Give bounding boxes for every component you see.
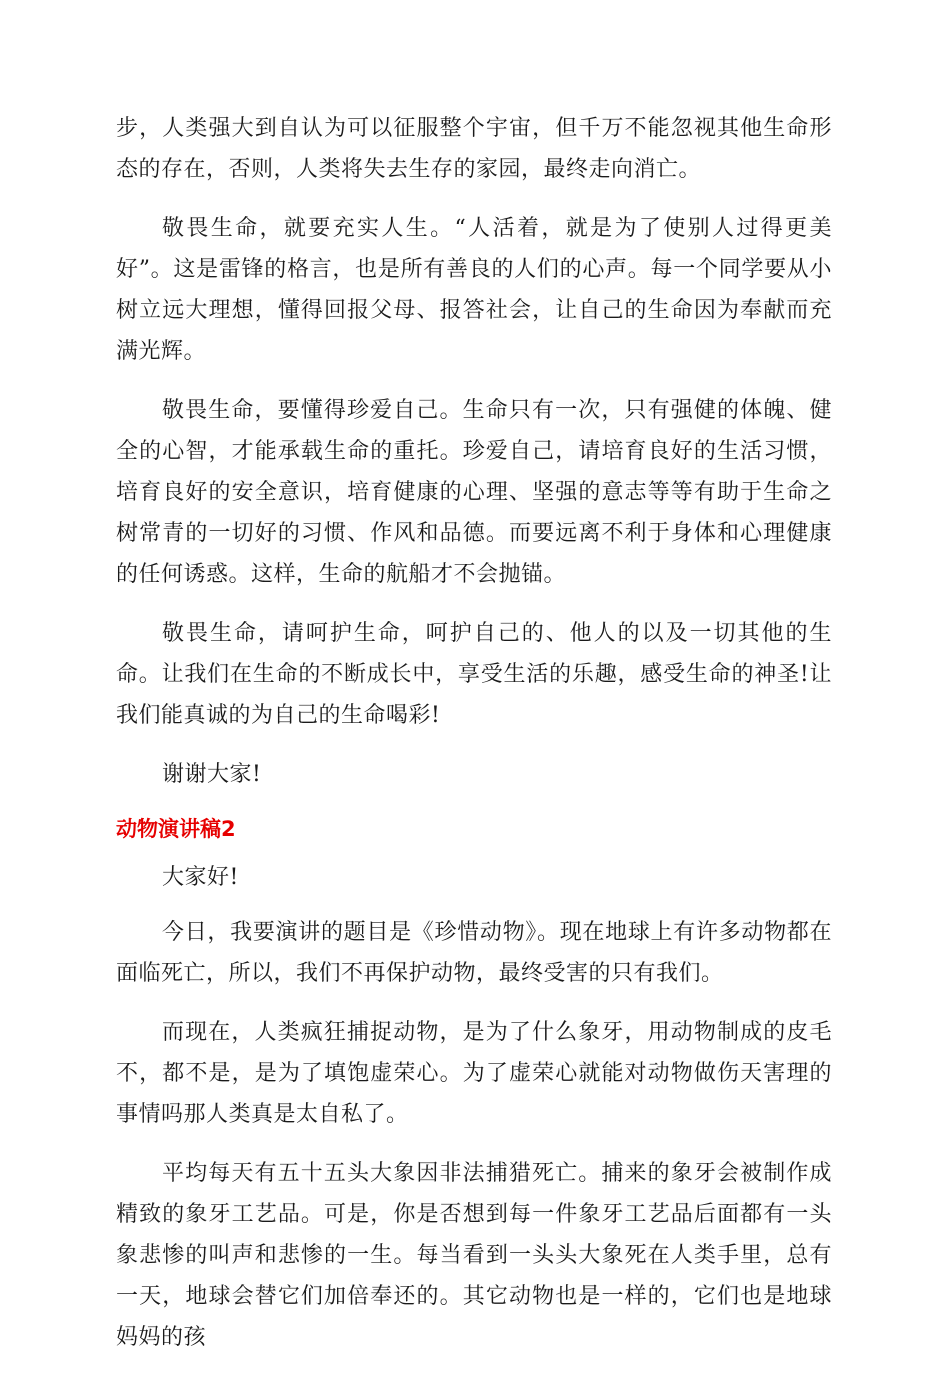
paragraph-continuation: 步，人类强大到自认为可以征服整个宇宙，但千万不能忽视其他生命形态的存在，否则，人类将失去生存的家园，最终走向消亡。 bbox=[116, 116, 832, 182]
paragraph-enrich-life: 敬畏生命，就要充实人生。“人活着，就是为了使别人过得更美好”。这是雷锋的格言，也是所有善良的人们的心声。每一个同学要从小树立远大理想，懂得回报父母、报答社会，让自己的生命因为奉献而充满光辉。 bbox=[116, 216, 832, 364]
paragraph-vanity: 而现在，人类疯狂捕捉动物，是为了什么象牙，用动物制成的皮毛不，都不是，是为了填饱虚荣心。为了虚荣心就能对动物做伤天害理的事情吗那人类真是太自私了。 bbox=[116, 1020, 832, 1127]
paragraph-greeting: 大家好! bbox=[162, 865, 239, 890]
document-body bbox=[116, 108, 832, 1376]
section-heading: 动物演讲稿2 bbox=[116, 817, 236, 841]
paragraph-thanks: 谢谢大家! bbox=[162, 762, 262, 787]
paragraph-topic: 今日，我要演讲的题目是《珍惜动物》。现在地球上有许多动物都在面临死亡，所以，我们不再保护动物，最终受害的只有我们。 bbox=[116, 920, 832, 986]
paragraph-elephants: 平均每天有五十五头大象因非法捕猎死亡。捕来的象牙会被制作成精致的象牙工艺品。可是，你是否想到每一件象牙工艺品后面都有一头象悲惨的叫声和悲惨的一生。每当看到一头头大象死在人类手里，总有一天，地球会替它们加倍奉还的。其它动物也是一样的，它们也是地球妈妈的孩 bbox=[116, 1161, 832, 1350]
paragraph-protect-life: 敬畏生命，请呵护生命，呵护自己的、他人的以及一切其他的生命。让我们在生命的不断成长中，享受生活的乐趣，感受生命的神圣!让我们能真诚的为自己的生命喝彩! bbox=[116, 621, 832, 728]
paragraph-cherish-self: 敬畏生命，要懂得珍爱自己。生命只有一次，只有强健的体魄、健全的心智，才能承载生命的重托。珍爱自己，请培育良好的生活习惯，培育良好的安全意识，培育健康的心理、坚强的意志等等有助于生命之树常青的一切好的习惯、作风和品德。而要远离不利于身体和心理健康的任何诱惑。这样，生命的航船才不会抛锚。 bbox=[116, 398, 832, 587]
